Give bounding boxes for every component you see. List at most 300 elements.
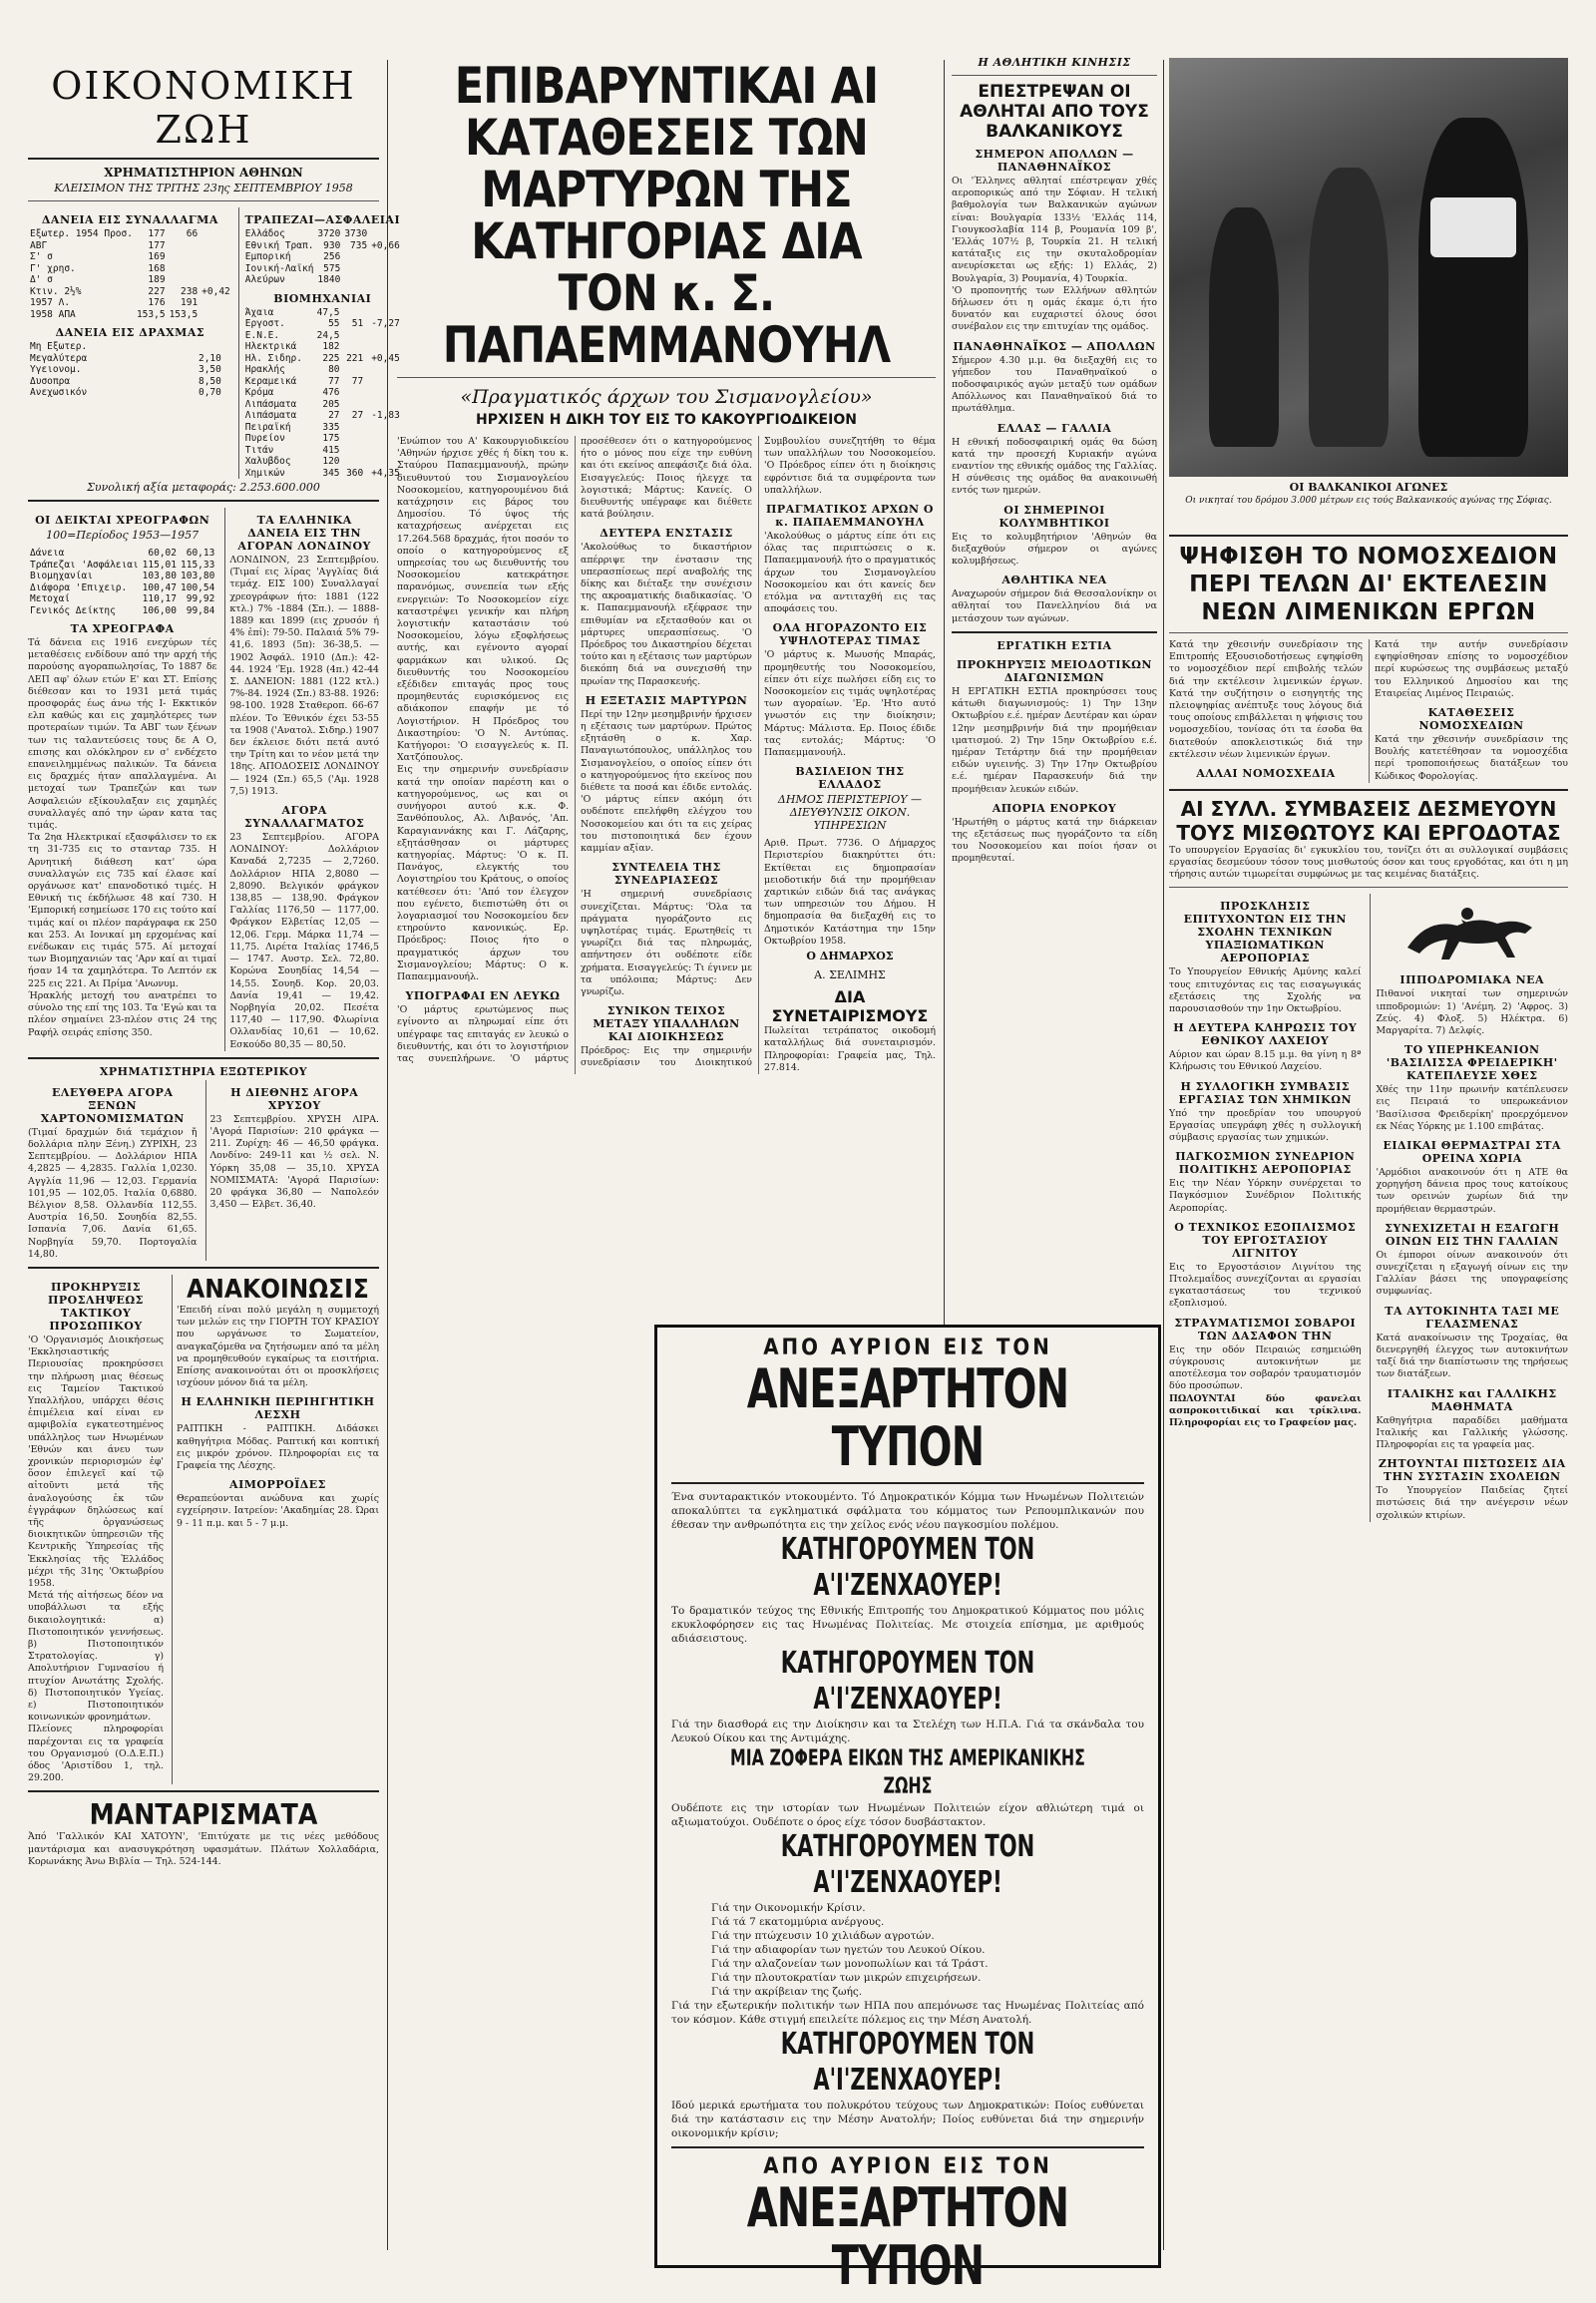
photo-block [1169,58,1568,527]
kingdom-sign-2: Α. ΣΕΛΙΜΗΣ [814,968,886,982]
sports-subheading-2: ΠΑΝΑΘΗΝΑΪΚΟΣ — ΑΠΟΛΛΩΝ [953,339,1156,353]
nominee-text: Πρόεδρος: Εις την σημερινήν συνεδρίασιν του Διοικητικού Συμβουλίου συνεζητήθη το θέμα των υπαλλήλων του Νοσοκομείου. 'Ο Πρόεδρος είπεν ότι η διοίκησις εφρόντισε διά τα συμφέροντα των υπαλλήλων. [581,436,936,1069]
table-cell: Πειραϊκή [244,421,291,433]
table-row [28,571,216,582]
sports-text-4: Η εθνική ποδοσφαιρική ομάς θα δώση κατά την προσεχή Κυριακήν αγώνα εναντίον της εθνικής ομάδος της Γαλλίας. Η σύνθεσις της ομάδος θα ανακοινωθή εντός των ημερών. [952,436,1157,497]
table-row [243,263,402,275]
table-cell: 77 [328,375,340,387]
table-cell: +0,66 [371,239,400,251]
ad-text-5: Ιδού μερικά ερωτήματα του πολυκρότου τεύχους των Δημοκρατικών: Ποίος ευθύνεται διά την κατάστασιν εις την Μέσην Ανατολήν; Ποίος ευθύνεται διά την σημερινήν οικονομικήν κρίσιν; [671,2100,1144,2139]
table-row [243,251,402,263]
table-cell: Αλεύρων [244,274,285,285]
table-cell: ΑΒΓ [30,239,48,251]
table-cell: 476 [322,387,340,398]
horses-heading: ΙΠΠΟΔΡΟΜΙΑΚΑ ΝΕΑ [1399,973,1545,987]
table-cell [168,251,200,263]
london-text: ΛΟΝΔΙΝΟΝ, 23 Σεπτεμβρίου. (Τιμαί εις λίρας 'Αγγλίας διά τεμάχ. ΕΙΣ 100) Συναλλαγαί χρεογράφων ήτο: 1881 (122 κτλ.) 7% -1884 (Σπ.). — 1888-1889 και 1899 (εις χρυσόν ή 4% ἐπί): 79-50. Παλαιά 5% 79-41,6. 1893 (5π): 36-38,5. — 1902 Ἀσφάλ. 1910 (Δπ.): 42-44. 1924 'Έμ. 1928 (4π.) 42-44 Σ. ΔΑΝΕΙΟΝ: 1881 (122 κτλ.) 7%-84. 1924 (Σπ.) 83-88. 1926: 98-100. 1928 Σταθεροπ. 66-67 πλέον. Το Έθνικόν έχει 53-55 τα 1908 ('Ανατολ. Σιδηρ.) 1907 δεν έκλεισε διότι πετά αυτό την Τρίτη και το νέον μετά την 18ης. ΑΠΟΔΟΣΕΙΣ ΛΟΝΔΙΝΟΥ — 1924 (Σπ.) 65,5 ('Αμ. 1928 7,5) 1913. [229,555,379,797]
table-cell: 335 [322,421,340,433]
lottery-heading: Η ΔΕΥΤΕΡΑ ΚΛΗΡΩΣΙΣ ΤΟΥ ΕΘΝΙΚΟΥ ΛΑΧΕΙΟΥ [1173,1021,1358,1048]
table-cell [223,341,232,353]
table-cell [342,330,366,342]
table-row [28,387,232,399]
special-heading: ΕΙΔΙΚΑΙ ΘΕΡΜΑΣΤΡΑΙ ΣΤΑ ΟΡΕΙΝΑ ΧΩΡΙΑ [1383,1139,1561,1166]
sports-text-5: Εις το κολυμβητήριον 'Αθηνών θα διεξαχθούν σήμερον οι αγώνες κολυμβήσεως. [952,531,1157,568]
table-row [28,240,232,252]
table-cell: Χημικών [244,467,285,479]
table-cell: Εθνική Τραπ. [244,239,314,251]
table-cell: 100,54 [181,581,215,593]
table-row [28,582,216,594]
table-cell [223,353,232,365]
banks-table-title: ΤΡΑΠΕΖΑΙ—ΑΣΦΑΛΕΙΑΙ [244,213,401,226]
notices-text-2: Μετά τής αἰτήσεως δέον να υποβάλλωσι τα εξής δικαιολογητικά: α) Πιστοποιητικόν γεννήσεως. β) Πιστοποιητικόν Στρατολογίας. γ) Απολυτήριον Γυμνασίου ή πτυχίον Ανωτάτης Σχολής. δ) Πιστοποιητικόν Υγείας. ε) Πιστοποιητικόν κοινωνικών φρονημάτων. [28,1590,164,1724]
table-cell: 168 [148,262,166,274]
table-cell [164,341,223,353]
table-row [243,318,402,330]
table-cell: 77 [351,375,364,387]
notices-row [28,1275,379,1785]
notices-title: ΠΡΟΚΗΡΥΞΙΣ ΠΡΟΣΛΗΨΕΩΣ ΤΑΚΤΙΚΟΥ ΠΡΟΣΩΠΙΚΟΥ [48,1280,144,1333]
labor-kicker: ΕΡΓΑΤΙΚΗ ΕΣΤΙΑ [997,638,1112,652]
table-cell: Διάφορα 'Επιχειρ. [30,581,128,593]
table-cell [223,364,232,376]
right-column [1169,529,1568,1522]
table-cell: Χαλυβδος [244,456,291,467]
table-cell: 27 [351,410,364,421]
table-cell: 51 [351,318,364,329]
ad-big-title: ΑΝΕΞΑΡΤΗΤΟΝ ΤΥΠΟΝ [746,1357,1069,1478]
table-row [28,341,232,353]
table-cell: 930 [323,239,341,251]
right-lower-right [1370,894,1569,1521]
vote-text: Κατά την χθεσινήν συνεδρίασιν της Επιτροπής Εξουσιοδοτήσεως εψηφίσθη το νομοσχέδιον περί επιβολής τελών διά την εκτέλεσιν λιμενικών έργων. Κατά την συζήτησιν ο εισηγητής της πλειοψηφίας ανέπτυξε τους λόγους διά τους οποίους επιβάλλεται η ψήφισις του νομοσχεδίου, τονίσας ότι τα έσοδα θα διατεθούν αποκλειστικώς διά την εκτέλεσιν νέων λιμενικών έργων. [1169,639,1363,760]
chem-text: Υπό την προεδρίαν του υπουργού Εργασίας υπεγράφη χθές η συλλογική σύμβασις εργασίας των χημικών. [1169,1107,1362,1144]
table-cell: Ε.Ν.Ε. [244,329,280,341]
table-cell: 66 [186,228,199,239]
table-cell: 3,50 [198,364,221,375]
ad-slogan: ΚΑΤΗΓΟΡΟΥΜΕΝ ΤΟΝ Α'Ι'ΖΕΝΧΑΟΥΕΡ! [780,1532,1035,1603]
vote-text-2: Κατά την αυτήν συνεδρίασιν εψηφίσθησαν επίσης το νομοσχέδιον περί κυρώσεως της συμβάσεως μεταξύ του Ελληνικού Δημοσίου και της Εταιρείας Λιμένος Πειραιώς. [1375,639,1568,699]
exam-heading: ΠΡΟΣΚΛΗΣΙΣ ΕΠΙΤΥΧΟΝΤΩΝ ΕΙΣ ΤΗΝ ΣΧΟΛΗΝ ΤΕΧΝΙΚΩΝ ΥΠΑΞΙΩΜΑΤΙΚΩΝ ΑΕΡΟΠΟΡΙΑΣ [1183,900,1347,965]
table-row [243,341,402,353]
table-cell: Κρόμα [244,387,274,398]
exchange-stats-left [28,1080,198,1261]
story-sub-2-text: 'Ακολούθως το δικαστήριον απέρριψε την ένστασιν της υπερασπίσεως περί αναβολής της δίκης και διέταξε την συνέχισιν της ακροαματικής διαδικασίας. 'Ο κ. Παπαεμμανουήλ εξέφρασε την επιθυμίαν να εξετασθούν και οι μάρτυρες υπερασπίσεως. 'Ο Πρόεδρος του Δικαστηρίου δέχεται τούτο και η εξέτασις των μαρτύρων διεκόπη διά να συνεχισθή την πρωίαν της Παρασκευής. [581,542,752,687]
table-cell: 169 [148,251,166,262]
table-cell [342,456,366,468]
table-cell: Τιτάν [244,444,274,456]
sports-subheading-3: ΕΛΛΑΣ — ΓΑΛΛΙΑ [997,421,1112,435]
elliniki-text: ΡΑΠΤΙΚΗ - ΡΑΠΤΙΚΗ. Διδάσκει καθηγήτρια Μόδας. Ραπτική και κοπτική εις μικρόν χρόνον. Πληροφορίαι εις τα Γραφεία της Λέσχης. [177,1423,379,1471]
notices-block [28,1275,164,1785]
divider [671,2146,1144,2148]
story-sub-3-text: Περί την 12ην μεσημβρινήν ήρχισεν η εξέτασις των μαρτύρων. Πρώτος εξητάσθη ο κ. Χαρ. Παναγιωτόπουλος, υπάλληλος του Σισμανογλείου, ο οποίος είπεν ότι ο κατηγορούμενος ήτο εκείνος που διέθετε τα ποσά και έδιδε εντολάς. 'Ο μάρτυς είπεν ακόμη ότι ουδέποτε επελήφθη ελέγχου του Νοσοκομείου και ότι τα εις χείρας του πιστοποιητικά δεν έχουν καμμίαν αξίαν. [581,708,753,855]
table-cell: Βιομηχανίαι [30,571,93,581]
sports-subheading: ΣΗΜΕΡΟΝ ΑΠΟΛΛΩΝ — ΠΑΝΑΘΗΝΑΪΚΟΣ [975,148,1134,174]
table-cell: 2,10 [198,352,221,364]
table-cell: Πυρείον [244,433,285,444]
divider [1169,887,1568,888]
list-item: Γιά την Οικονομικήν Κρίσιν. [711,1902,866,1914]
labor-heading: ΠΡΟΚΗΡΥΞΙΣ ΜΕΙΟΔΟΤΙΚΩΝ ΔΙΑΓΩΝΙΣΜΩΝ [957,657,1152,684]
section-masthead: ΟΙΚΟΝΟΜΙΚΗ ΖΩΗ [51,64,356,152]
foreign-block [224,508,379,1051]
table-row [28,274,232,286]
divider [28,1057,379,1059]
tech-heading: Ο ΤΕΧΝΙΚΟΣ ΕΞΟΠΛΙΣΜΟΣ ΤΟΥ ΕΡΓΟΣΤΑΣΙΟΥ ΛΙΓΝΙΤΟΥ [1174,1220,1357,1260]
table-cell: 99,92 [186,593,215,604]
ad-bottom-title: ΑΝΕΞΑΡΤΗΤΟΝ ΤΥΠΟΝ [746,2176,1069,2297]
table-cell: 8,50 [198,375,221,387]
table-cell: Λιπάσματα [244,398,297,410]
list-item: Γιά την αδιαφορίαν των ηγετών του Λευκού Οίκου. [711,1944,986,1956]
table-cell: Γενικός Δείκτης [30,604,116,616]
table-cell [223,387,232,399]
ad-text-3: Ουδέποτε εις την ιστορίαν των Ηνωμένων Πολιτειών είχον αθλιώτερη τιμά οι αξιωματούχοι. Ουδέποτε ο όρος είχε τόσον δυσβάστακτον. [671,1802,1144,1828]
divider [952,75,1157,76]
chem-heading: Η ΣΥΛΛΟΓΙΚΗ ΣΥΜΒΑΣΙΣ ΕΡΓΑΣΙΑΣ ΤΩΝ ΧΗΜΙΚΩΝ [1178,1079,1353,1106]
table-row [28,548,216,560]
gold-block [205,1080,380,1261]
aporia-heading: ΑΠΟΡΙΑ ΕΝΟΡΚΟΥ [992,801,1117,815]
kingdom-heading: ΒΑΣΙΛΕΙΟΝ ΤΗΣ ΕΛΛΑΔΟΣ [795,765,905,792]
export-heading: ΣΥΝΕΧΙΖΕΤΑΙ Η ΕΞΑΓΩΓΗ ΟΙΝΩΝ ΕΙΣ ΤΗΝ ΓΑΛΛΙΑΝ [1385,1221,1560,1248]
aporia-text: 'Ηρωτήθη ο μάρτυς κατά την διάρκειαν της εξετάσεως πως ηγοράζοντο τα είδη του Νοσοκομείου και ποίοι ήσαν οι προμηθευταί. [952,816,1157,865]
table-row [28,286,232,298]
ad-subhead: ΜΙΑ ΖΟΦΕΡΑ ΕΙΚΩΝ ΤΗΣ ΑΜΕΡΙΚΑΝΙΚΗΣ ΖΩΗΣ [730,1746,1085,1799]
notices-text: 'Ο 'Οργανισμός Διοικήσεως 'Εκκλησιαστικής Περιουσίας προκηρύσσει την πλήρωση μιας θέσεως εις Ταμείον Τακτικού Υπαλλήλου, υπάρχει θέσις ἐπιμέλεια καί είναι εν αμφιβολία εγκατεστημένος υπάλληλος των Ηνωμένων 'Εθνών και άνευ των χρονικών περιορισμών ἐφ' ὅσον ἐπιλεγεῖ καί τῷ αἰτοῦντι μετά τῆς ἀναλογούσης ἐκ τῶν ἐγγράφων δηλώσεως καί τῆς ὀργανώσεως διοικητικῶν ὑπηρεσιῶν τῆς Κεντρικῆς Ὑπηρεσίας τῆς Ἐκκλησίας τῆς Ἑλλάδος μέχρι τῆς 31ης 'Οκτωβρίου 1958. [28,1334,164,1590]
story-sub-4: ΟΛΑ ΗΓΟΡΑΖΟΝΤΟ ΕΙΣ ΥΨΗΛΟΤΕΡΑΣ ΤΙΜΑΣ [772,621,928,648]
table-cell: 60,13 [186,548,215,559]
wanted-text: Το Υπουργείον Παιδείας ζητεί πιστώσεις διά την ανέγερσιν νέων σχολικών κτιρίων. [1376,1485,1568,1521]
table-cell: 99,84 [186,604,215,616]
sports-subheading-4: ΟΙ ΣΗΜΕΡΙΝΟΙ ΚΟΛΥΜΒΗΤΙΚΟΙ [998,503,1110,530]
table-cell [342,399,366,411]
list-item: Γιά την ακρίβειαν της ζωής. [711,1986,863,1998]
table-cell: 176 [148,297,166,308]
industry-table [243,307,402,480]
vote-subheading-2: ΚΑΤΑΘΕΣΕΙΣ ΝΟΜΟΣΧΕΔΙΩΝ [1418,706,1524,733]
london-title: ΤΑ ΕΛΛΗΝΙΚΑ ΔΑΝΕΙΑ ΕΙΣ ΤΗΝ ΑΓΟΡΑΝ ΛΟΝΔΙΝΟΥ [237,514,371,553]
athletes-photo [1169,58,1568,477]
table-row [28,263,232,275]
table-cell: +4,35 [371,467,400,479]
table-cell: 153,5 [136,308,166,320]
table-cell: 1840 [317,274,341,285]
loans-table-title: ΔΑΝΕΙΑ ΕΙΣ ΣΥΝΑΛΛΑΓΜΑ [41,213,218,226]
independent-press-ad [654,1325,1161,2297]
tech-text: Εις το Εργοστάσιον Λιγνίτου της Πτολεμαΐδος συνεχίζονται αι εργασίαι εγκαταστάσεως του τεχνικού εξοπλισμού. [1169,1261,1362,1310]
main-story-body [397,436,936,1074]
table-cell [342,251,369,263]
story-text-2: Εις την σημερινήν συνεδρίασιν κατά την οποίαν παρέστη και ο κατηγορούμενος, ως και οι συνήγοροι αυτού κ.κ. Φ. Ξανθόπουλος, Αλ. Λιβανός, 'Απ. Καραγιαννάκης και Γ. Λάζαρης, εξητάσθησαν οι μάρτυρες κατηγορίας. Μάρτυς: 'Ο κ. Π. Πανάγος, ελεγκτής του Λογιστηρίου του Κράτους, ο οποίος κατέθεσεν ότι: 'Από τον έλεγχον που εγένετο, διεπιστώθη ότι οι λογαριασμοί του Νοσοκομείου δεν ετηρούντο κανονικώς. Ερ. Πρόεδρος: Ποιος ήτο ο πραγματικός άρχων του Σισμανογλείου; Μάρτυς: Ο κ. Παπαεμμανουήλ. [397,764,569,982]
story-sub-3: Η ΕΞΕΤΑΣΙΣ ΜΑΡΤΥΡΩΝ [585,693,748,707]
divider [28,200,379,201]
loans-table-wrap [28,207,232,479]
sports-text-2: 'Ο προπονητής των Ελλήνων αθλητών δήλωσεν ότι η ομάς έκαμε ό,τι ήτο δυνατόν και ευχαριστεί όλους όσοι συνέβαλον εις την επιτυχίαν της ομάδος. [952,284,1157,333]
elliniki-heading: Η ΕΛΛΗΝΙΚΗ ΠΕΡΙΗΓΗΤΙΚΗ ΛΕΣΧΗ [181,1395,375,1422]
bonds-title: ΤΑ ΧΡΕΟΓΡΑΦΑ [70,622,175,635]
table-cell: 47,5 [316,306,340,318]
divider [1169,789,1568,791]
kingdom-subheading: ΔΗΜΟΣ ΠΕΡΙΣΤΕΡΙΟΥ — ΔΙΕΥΘΥΝΣΙΣ ΟΙΚΟΝ. ΥΠΗΡΕΣΙΩΝ [777,793,923,833]
table-cell: 103,80 [181,571,215,581]
table-cell: 189 [148,274,166,285]
table-cell: 256 [323,251,341,262]
table-cell: -7,27 [371,318,400,329]
vote-subheading: ΑΛΛΑΙ ΝΟΜΟΣΧΕΔΙΑ [1196,767,1336,781]
ital-text: Καθηγήτρια παραδίδει μαθήματα Ιταλικής και Γαλλικής γλώσσης. Πληροφορίαι εις τα γραφεία μας. [1376,1414,1568,1450]
ital-heading: ΙΤΑΛΙΚΗΣ και ΓΑΛΛΙΚΗΣ ΜΑΘΗΜΑΤΑ [1387,1386,1557,1413]
lottery-text: Αύριον και ώραν 8.15 μ.μ. θα γίνη η 8ª Κλήρωσις του Εθνικού Λαχείου. [1169,1049,1362,1073]
aviation-heading: ΠΑΓΚΟΣΜΙΟΝ ΣΥΝΕΔΡΙΟΝ ΠΟΛΙΤΙΚΗΣ ΑΕΡΟΠΟΡΙΑΣ [1175,1150,1356,1177]
divider [28,158,379,160]
table-row [243,468,402,480]
table-row [28,593,216,605]
free-market-title: ΕΛΕΥΘΕΡΑ ΑΓΟΡΑ ΞΕΝΩΝ ΧΑΡΤΟΝΟΜΙΣΜΑΤΩΝ [40,1085,185,1125]
divider [28,500,379,502]
table-cell: 1958 ΑΠΑ [30,308,76,320]
story-sub-5-text: 'Η σημερινή συνεδρίασις συνεχίζεται. Μάρτυς: 'Όλα τα πράγματα ηγοράζοντο εις υψηλοτέρας τιμάς. Ερωτηθείς τι γνωρίζει διά τας πληρωμάς, απήντησεν ότι ουδέποτε είδε χρήματα. Εισαγγελεύς: Τι έγινεν με τα υπόλοιπα; Μάρτυς: Δεν γνωρίζω. [581,889,752,997]
table-cell [342,263,369,275]
divider [28,1267,379,1269]
table-cell: Τράπεζαι 'Ασφάλειαι [30,559,139,571]
table-row [243,330,402,342]
table-cell: 191 [181,297,199,308]
labor-union-heading: ΑΙΜΟΡΡΟΪΔΕΣ [229,1478,326,1492]
ad-slogan-4: ΚΑΤΗΓΟΡΟΥΜΕΝ ΤΟΝ Α'Ι'ΖΕΝΧΑΟΥΕΡ! [780,2027,1035,2098]
table-row [243,410,402,422]
collective-text: Το υπουργείον Εργασίας δι' εγκυκλίου του, τονίζει ότι αι συλλογικαί συμβάσεις εργασίας δεσμεύουν τόσον τους μισθωτούς όσον και τους εργοδότας, και ότι η μη τήρησις αυτών τιμωρείται συμφώνως με τας κειμένας διατάξεις. [1169,844,1568,881]
ad-text-2: Γιά την διασθορά εις την Διοίκησιν και τα Στελέχη των Η.Π.Α. Γιά τα σκάνδαλα του Λευκού Οίκου και της Αντιμάχης. [671,1719,1144,1744]
table-cell: Μετοχαί [30,593,71,604]
table-cell: Δυσοπρα [30,375,71,387]
table-row [28,309,232,321]
table-cell: Εμπορική [244,251,291,262]
table-cell: Εργοστ. [244,318,285,329]
divider [1169,535,1568,537]
bonds-text-2: Τα 2ηα Ηλεκτρικαί εξασφάλισεν το εκ τη 31-735 εις το στανταρ 735. Η Αρνητική διάθεση κατ' ώρα συναλλαγών εις 735 καί έλασε καί οργάνωσε κατ' επανοδοτικό τιμές. Η Εθνική τις έκδήλωσε 48 καί 730. Η 'Εμπορική εσημείωσε 170 εις τούτο καί τιμάς καί οι πλέον παράγραφα εκ 250 και 253. Αι Ιονικαί μη ερχομένας καί ενέδωκαν εις τιμάς 575. Αί μετοχαί των Βιομηχανιών τας 'Αρν καί αι τιμαί ήσαν 14 τα χαμηλότερα. Το Λεπτόν εκ 225 εις 221. Αι Πρίμα 'Ανωνυμ. [28,832,217,989]
table-cell: 60,02 [148,548,177,559]
table-cell: Ηλ. Σιδηρ. [244,352,302,364]
table-cell [342,341,366,353]
table-row [243,376,402,388]
main-deck: «Πραγματικός άρχων του Σισμανογλείου» [460,386,873,408]
table-row [243,399,402,411]
table-cell: 120 [322,456,340,467]
table-row [28,297,232,309]
vote-headline: ΨΗΦΙΣΘΗ ΤΟ ΝΟΜΟΣΧΕΔΙΟΝ ΠΕΡΙ ΤΕΛΩΝ ΔΙ' ΕΚΤΕΛΕΣΙΝ ΝΕΩΝ ΛΙΜΕΝΙΚΩΝ ΕΡΓΩΝ [1179,544,1558,625]
table-cell: 575 [323,262,341,274]
right-lower [1169,894,1568,1521]
table-row [28,251,232,263]
table-cell: Ιονική-Λαϊκή [244,262,314,274]
table-row [243,387,402,399]
table-cell: 106,00 [142,604,177,616]
table-row [243,445,402,457]
table-cell: 221 [346,352,364,364]
story-text: 'Ενώπιον του Α' Κακουργιοδικείου 'Αθηνών ήρχισε χθές ή δίκη του κ. Σταύρου Παπαεμμανουήλ, πρώην διευθυντού του Σισμανογλείου Νοσοκομείου, κατηγορουμένου διά κατάχρησιν εις βάρος του Δημοσίου. Τό ύψος τής καταχρήσεως ανέρχεται εις 17.264.568 δραχμάς, ήτοι ποσόν το οποίο ο κατηγορούμενος εξ υπηρεσίας του ως διευθυντής του Νοσοκομείου κατεκράτησε παρανόμως, συνεπεία των εξής ενεργειών: Το Νοσοκομείον είχε καταστρέψει γενικήν και πλήρη λογιστικήν καταστάσιν τού Νοσοκομείου, λόγω εξοφλήσεως αυτής, και εγένοντο αγοραί φαρμάκων και υλικού. Ως διευθυντής του Νοσοκομείου εξέδιδεν επιταγάς προς τους προμηθευτάς ευρισκόμενος εις αδιάκοπον επαφήν με τό Λογιστήριον. Η Πρόεδρος του Δικαστηρίου: 'Ο Ν. Αντύπας. Κατήγοροι: 'Ο εισαγγελεύς κ. Π. Χατζόπουλος. [397,436,569,764]
table-cell: Κεραμεικά [244,375,297,387]
table-cell: 103,80 [142,571,177,581]
real-text: 'Ακολούθως ο μάρτυς είπε ότι εις όλας τας περιπτώσεις ο κ. Παπαεμμανουήλ ήτο ο πραγματικός άρχων του Σισμανογλείου Νοσοκομείου και ότι κανείς δεν ετόλμα να αντιταχθή εις τας αποφάσεις του. [764,531,936,615]
table-cell: 115,33 [181,559,215,571]
taxi-heading: ΤΑ ΑΥΤΟΚΙΝΗΤΑ ΤΑΞΙ ΜΕ ΓΕΛΑΣΜΕΝΑΣ [1385,1304,1560,1331]
coop-text: Πωλείται τετράπατος οικοδομή καταλλήλως διά συνεταιρισμόν. Πληροφορίαι: Γραφεία μας, Τηλ. 27.814. [764,1025,936,1073]
strat-text: Εις την οδόν Πειραιώς εσημειώθη σύγκρουσις αυτοκινήτων με αποτέλεσμα τον σοβαρόν τραυματισμόν δύο προσώπων. [1169,1343,1362,1392]
table-cell: Εξωτερ. 1954 Προσ. [30,228,133,239]
table-cell: -1,83 [371,410,400,421]
ad-text-4: Γιά την εξωτερικήν πολιτικήν των ΗΠΑ που απεμόνωσε τας Ηνωμένας Πολιτείας από τον κόσμον. Κάθε στιγμή επειλείτε πόλεμος εις την Μέση Ανατολή. [671,2000,1144,2026]
ad-intro: Ένα συνταρακτικόν ντοκουμέντο. Τό Δημοκρατικόν Κόμμα των Ηνωμένων Πολιτειών αποκαλύπτει τα εγκληματικά σφάλματα του κόμματος των Ρεπουμπλικανών που έθεσαν την ανθρωπότητα εις την χείλος ενός νέου παγκοσμίου πολέμου. [671,1491,1144,1531]
exchange-date: ΚΛΕΙΣΙΜΟΝ ΤΗΣ ΤΡΙΤΗΣ 23ης ΣΕΠΤΕΜΒΡΙΟΥ 1958 [54,182,353,194]
table-row [28,353,232,365]
market-tables [28,207,401,479]
strat-heading: ΣΤΡΑΥΜΑΤΙΣΜΟΙ ΣΟΒΑΡΟΙ ΤΩΝ ΔΑΣΑΦΟΝ ΤΗΝ [1174,1316,1357,1343]
table-cell: 115,01 [142,559,177,571]
table-cell [342,364,366,376]
export-text: Οι έμποροι οίνων ανακοινούν ότι συνεχίζεται η εξαγωγή οίνων εις την Γαλλίαν βάσει της υπογραφείσης συμφωνίας. [1376,1249,1568,1298]
indices-block [28,508,216,1051]
transfer-heading: ΤΟ ΥΠΕΡΗΚΕΑΝΙΟΝ 'ΒΑΣΙΛΙΣΣΑ ΦΡΕΙΔΕΡΙΚΗ' ΚΑΤΕΠΛΕΥΣΕ ΧΘΕΣ [1386,1043,1558,1083]
announce-block [172,1275,379,1785]
photo-caption: ΟΙ ΒΑΛΚΑΝΙΚΟΙ ΑΓΩΝΕΣ [1289,481,1448,494]
story-sub-1: ΥΠΟΓΡΑΦΑΙ ΕΝ ΛΕΥΚΩ [405,989,561,1003]
table-cell: Ανεχωσικόν [30,387,88,398]
table-cell: 24,5 [316,329,340,341]
table-cell [223,376,232,388]
table-row [243,228,402,240]
table-cell: 0,70 [198,387,221,398]
table-cell: 735 [350,239,368,251]
table-cell: Μη Εξωτερ. [30,341,88,352]
table-cell: 100,47 [142,581,177,593]
table-row [243,274,402,286]
sports-subheading-5: ΑΘΛΗΤΙΚΑ ΝΕΑ [1001,574,1107,587]
table-row [243,307,402,319]
sports-kicker: Η ΑΘΛΗΤΙΚΗ ΚΙΝΗΣΙΣ [978,56,1131,69]
banks-table-wrap [238,207,402,479]
table-cell: +0,45 [371,352,400,364]
list-item: Γιά την πτώχευσιν 10 χιλιάδων αγροτών. [711,1930,935,1942]
announce-heading: ΑΝΑΚΟΙΝΩΣΙΣ [187,1274,369,1305]
main-headline: ΕΠΙΒΑΡΥΝΤΙΚΑΙ ΑΙ ΚΑΤΑΘΕΣΕΙΣ ΤΩΝ ΜΑΡΤΥΡΩΝ ΤΗΣ ΚΑΤΗΓΟΡΙΑΣ ΔΙΑ ΤΟΝ κ. Σ. ΠΑΠΑΕΜΜΑΝΟΥΗΛ [442,57,891,374]
notices-text-3: Πλείονες πληροφορίαι παρέχονται εις τα γραφεία του Οργανισμού (Ο.Δ.Ε.Π.) όδος 'Αριστίδου 1, τηλ. 29.200. [28,1724,164,1784]
ad-text: Ἀπό 'Γαλλικόν ΚΑΙ ΧΑΤΟΥΝ', 'Επιτύχατε με τις νέες μεθόδους μαντάρισμα και ανασυγκρότηση υφασμάτων. Πλάτων Χολλαδάρια, Κορωνάκης Άνω Βιβλία — Τηλ. 524-144. [28,1831,379,1867]
table-cell: Γ' χρησ. [30,262,76,274]
story-sub-2: ΔΕΥΤΕΡΑ ΕΝΣΤΑΣΙΣ [599,527,733,541]
divider [952,631,1157,633]
table-cell: +0,42 [201,285,230,297]
table-cell: 360 [346,467,364,479]
labor-text: Η ΕΡΓΑΤΙΚΗ ΕΣΤΙΑ προκηρύσσει τους κάτωθι διαγωνισμούς: 1) Την 13ην Οκτωβρίου ε.έ. ημέραν Δευτέραν και ώραν 12ην μεσημβρινήν διά την προμήθειαν ιματισμού. 2) Την 15ην Οκτωβρίου ε.έ. ημέραν Τετάρτην διά την προμήθειαν ειδών υγιεινής. 3) Την 17ην Οκτωβρίου ε.έ. ημέραν Παρασκευήν διά την προμήθειαν λευκών ειδών. [952,685,1157,795]
table-row [28,376,232,388]
jersey-panel [1430,197,1516,257]
table-row [28,605,216,617]
table-cell: 1957 Λ. [30,297,71,308]
table-cell: 345 [322,467,340,479]
divider [28,1790,379,1792]
ad-heading: ΜΑΝΤΑΡΙΣΜΑΤΑ [89,1798,318,1832]
kingdom-sign: Ο ΔΗΜΑΡΧΟΣ [806,950,894,963]
turnover-line: Συνολική αξία μεταφοράς: 2.253.600.000 [87,481,320,494]
list-item: Γιά την πλουτοκρατίαν των μικρών επιχειρήσεων. [711,1972,982,1984]
table-cell: Μεγαλύτερα [30,352,88,364]
list-item: Γιά τά 7 εκατομμύρια ανέργους. [711,1916,885,1928]
table-row [243,422,402,434]
exchange-stats [28,1080,379,1261]
drachma-loans-title: ΔΑΝΕΙΑ ΕΙΣ ΔΡΑΧΜΑΣ [55,326,205,339]
table-cell: 177 [148,228,166,239]
drachma-table [28,341,232,399]
table-cell: 27 [328,410,340,421]
forex-title: ΑΓΟΡΑ ΣΥΝΑΛΛΑΓΜΑΤΟΣ [243,804,365,831]
divider [671,1482,1144,1484]
table-cell: 225 [322,352,340,364]
table-row [28,560,216,572]
table-cell: Δάνεια [30,548,65,559]
table-cell: 80 [328,364,340,375]
table-row [28,364,232,376]
table-row [243,353,402,365]
table-cell: Κτιν. 2½% [30,285,82,297]
sports-headline: ΕΠΕΣΤΡΕΨΑΝ ΟΙ ΑΘΛΗΤΑΙ ΑΠΟ ΤΟΥΣ ΒΑΛΚΑΝΙΚΟΥΣ [960,82,1149,142]
table-cell: 238 [181,285,199,297]
sports-text-3: Σήμερον 4.30 μ.μ. θα διεξαχθή εις το γήπεδον του Παναθηναϊκού ο ποδοσφαιρικός αγών μεταξύ των ομάδων Απόλλωνος και Παναθηναϊκού διά το πρωτάθλημα. [952,354,1157,415]
transfer-text: Χθές την 11ην πρωινήν κατέπλευσεν εις Πειραιά το υπερωκεάνιον 'Βασίλισσα Φρειδερίκη' προερχόμενον εκ Νέας Υόρκης με 1.100 επιβάτας. [1376,1084,1568,1132]
vote-body [1169,639,1568,783]
table-cell: Ηρακλής [244,364,285,375]
taxi-text: Κατά ανακοίνωσιν της Τροχαίας, θα διενεργηθή έλεγχος των αυτοκινήτων ταξί διά την διαπίστωσιν της τηρήσεως των διατάξεων. [1376,1332,1568,1380]
table-cell [168,240,200,252]
athlete-figure [1418,118,1528,457]
table-cell: 182 [322,341,340,352]
free-market-text: (Τιμαί δραχμών διά τεμάχιον ἤ δολλάρια πλην Ξένη.) ΖΥΡΙΧΗ, 23 Σεπτεμβρίου. — Δολλάριον ΗΠΑ 4,2825 — 4,2835. Γαλλία 1,0230. Αγγλία 11,96 — 12,03. Γερμανία 101,95 — 102,05. Ιταλία 0,6880. Βέλγιον 8,58. Ολλανδία 112,55. Αυστρία 16,50. Σουηδία 82,55. Ισπανία 7,06. Δανία 61,65. Νορβηγία 59,70. Πορτογαλία 14,80. [28,1126,198,1260]
indices-table [28,548,216,616]
table-cell: Λιπάσματα [244,410,297,421]
collective-headline: ΑΙ ΣΥΛΛ. ΣΥΜΒΑΣΕΙΣ ΔΕΣΜΕΥΟΥΝ ΤΟΥΣ ΜΙΣΘΩΤΟΥΣ ΚΑΙ ΕΡΓΟΔΟΤΑΣ [1176,796,1561,845]
table-cell: 3730 [344,228,368,239]
column-rule [1163,60,1164,2250]
ad-inner [657,1328,1158,2303]
labor-union-text: Θεραπεύονται ανώδυνα και χωρίς εγχείρησιν. Ιατρείον: 'Ακαδημίας 28. Ώραι 9 - 11 π.μ. και 5 - 7 μ.μ. [177,1493,379,1529]
table-row [243,433,402,445]
bonds-text: Τά δάνεια εις 1916 ενεχύρων τές μεταθέσεις ενδίδουν από την αρχή τής παρούσης αγοραπωλησίας, Το 1887 δε ΛΕΠ αφ' όλων ετών Ε' και ΣΤ. Επίσης διέθεσαν και το 1931 μετά τιμάς προσφοράς έως άνω τής Ι- Εκκτικόν ελπ καθώς και εις χαμηλότερες των προτεραίων τιμών. Τα ΑΒΓ των ξένων των τις ταλαντεύσεις τους δε Α Ο, επισης και ολόκληρον εν σ' ενδέχετο επανειλημμένως παλικών. Τα δάνεια εις δραχμές ήταν απαλλαγμένα. Αι μετοχαί των Τραπεζών και των Ασφαλειών εξίκουλαξαν εις χαμηλές συναλλαγές από την ώραν κατα τας τιμάς. [28,637,217,832]
gold-title: Η ΔΙΕΘΝΗΣ ΑΓΟΡΑ ΧΡΥΣΟΥ [230,1085,359,1112]
coop-heading: ΔΙΑ ΣΥΝΕΤΑΙΡΙΣΜΟΥΣ [771,987,929,1026]
table-cell: 205 [322,398,340,410]
aviation-text: Εις την Νέαν Υόρκην συνέρχεται το Παγκόσμιον Συνέδριον Πολιτικής Αεροπορίας. [1169,1178,1362,1214]
sports-text-6: Αναχωρούν σήμερον διά Θεσσαλονίκην οι αθληταί του Πανελληνίου διά να μετάσχουν των αγώνων. [952,588,1157,624]
table-cell: 55 [328,318,340,329]
photo-subcaption: Οι νικηταί του δρόμου 3.000 μέτρων εις τούς Βαλκανικούς αγώνας της Σόφιας. [1185,496,1552,506]
horses-text: Πιθανοί νικηταί των σημερινών ιπποδρομιών: 1) 'Ανέμη. 2) 'Αφρος. 3) Ζεύς. 4) Φλοξ. 5) Ηλέκτρα. 6) Μαργαρίτα. 7) Δελφίς. [1376,988,1568,1037]
divider [397,377,936,378]
ad-list [671,1901,1144,1999]
sale-text: ΠΩΛΟΥΝΤΑΙ δύο φανελαι ασπροκοιτιδικαί και τρίκλινα. Πληροφορίαι εις το Γραφείον μας. [1169,1392,1362,1428]
ad-text-1: Το δραματικόν τεύχος της Εθνικής Επιτροπής του Δημοκρατικού Κόμματος που μόλις εκυκλοφόρησεν εις τας Ηνωμένας Πολιτείας. Με στοιχεία επίσημα, με αριθμούς αδιάσειστους. [671,1605,1144,1645]
ad-slogan-2: ΚΑΤΗΓΟΡΟΥΜΕΝ ΤΟΝ Α'Ι'ΖΕΝΧΑΟΥΕΡ! [780,1646,1035,1717]
gold-text: 23 Σεπτεμβρίου. ΧΡΥΣΗ ΛΙΡΑ. 'Αγορά Παρισίων: 210 φράγκα — 211. Ζυρίχη: 46 — 46,50 φράγκα. Λονδίνο: 249-11 και ½ σελ. Ν. Υόρκη 35,08 — 35,10. ΧΡΥΣΑ ΝΟΜΙΣΜΑΤΑ: 'Αγορά Παρισίων: 20 φράγκα 36,80 — Ναπολεόν 3,450 — Ελβετ. 36,40. [209,1113,379,1211]
banks-table [243,228,402,286]
table-row [243,240,402,252]
table-cell [342,307,366,319]
sports-text: Οι 'Έλληνες αθληταί επέστρεψαν χθές αεροπορικώς από την Σόφιαν. Η τελική βαθμολογία των Βαλκανικών αγώνων είναι: Βουλγαρία 133½ 'Ελλάς 114, Γιουγκοσλαβία 114 β, Ρουμανία 109 β', 'Ελλάς 107½ β, Τουρκία 21. Η τελική κατάταξις εις την σκυταλοδρομίαν ανευρίσκεται ως εξής: 1) Ελλάς, 2) Βουλγαρία, 3) Ρουμανία, 4) Τουρκία. [952,176,1157,284]
table-row [243,456,402,468]
table-cell [342,433,366,445]
table-cell: 153,5 [169,308,199,320]
story-sub-4-text: 'Ο μάρτυς κ. Μωυσής Μπαράς, προμηθευτής του Νοσοκομείου, είπεν ότι είχε πωλήσει είδη εις το Νοσοκομείον εις τιμάς υψηλοτέρας των αγοραίων. 'Ερ. 'Ητο αυτό γνωστόν εις την διοίκησιν; Μάρτυς: Μάλιστα. Ερ. Ποιος έδιδε τας εντολάς; Μάρτυς: 'Ο Παπαεμμανουήλ. [764,649,936,759]
